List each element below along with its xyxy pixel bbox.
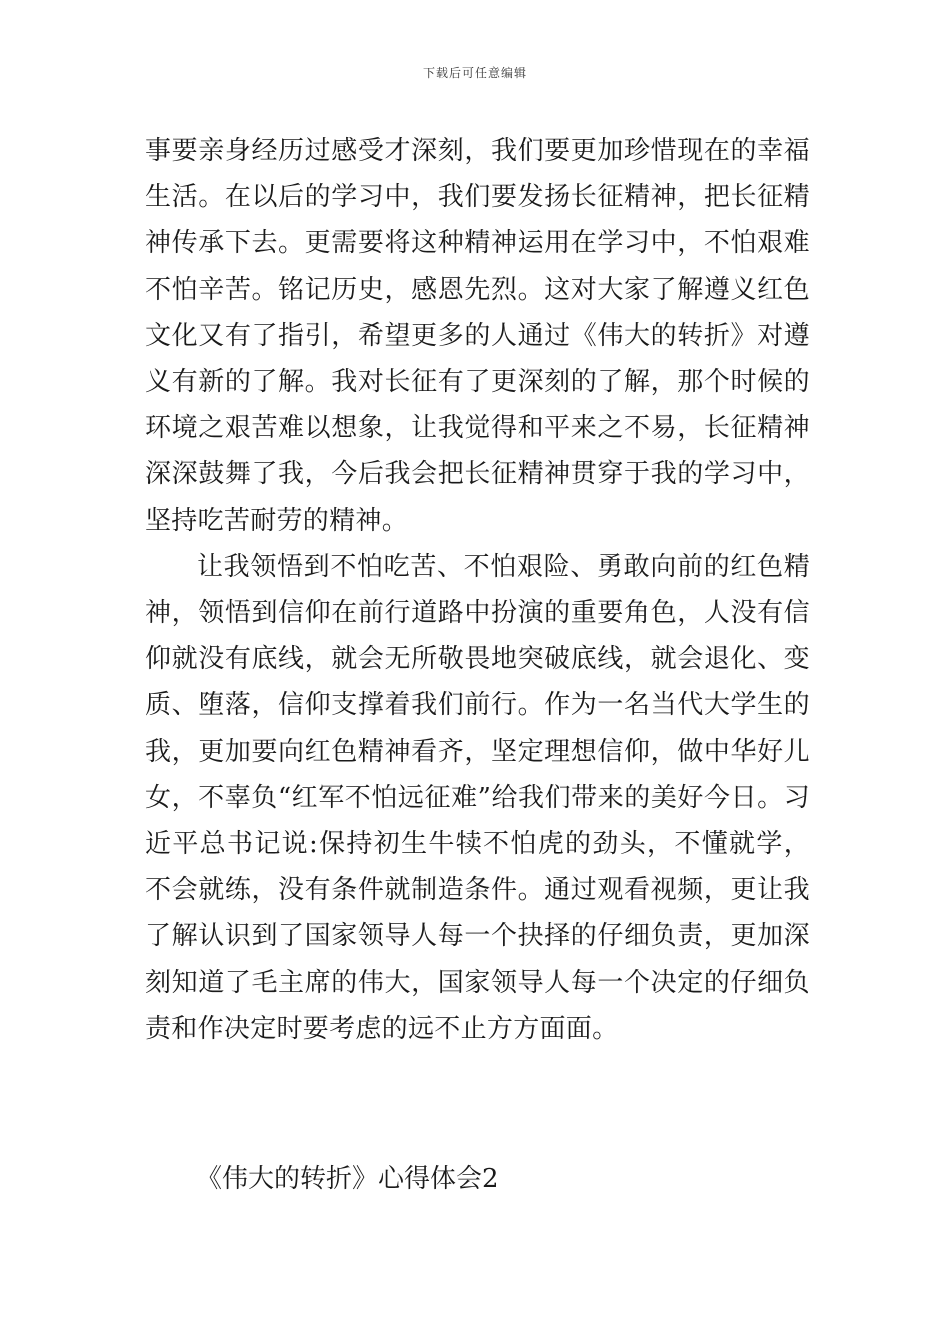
paragraph-2: 让我领悟到不怕吃苦、不怕艰险、勇敢向前的红色精神，领悟到信仰在前行道路中扮演的重要角色，人没有信仰就没有底线，就会无所敬畏地突破底线，就会退化、变质、堕落，信仰支撑着我们前行。作为一名当代大学生的我，更加要向红色精神看齐，坚定理想信仰，做中华好儿女，不辜负“红军不怕远征难”给我们带来的美好今日。习近平总书记说:保持初生牛犊不怕虎的劲头，不懂就学，不会就练，没有条件就制造条件。通过观看视频，更让我了解认识到了国家领导人每一个抉择的仔细负责，更加深刻知道了毛主席的伟大，国家领导人每一个决定的仔细负责和作决定时要考虑的远不止方方面面。 (145, 551, 810, 1044)
section-title: 《伟大的转折》心得体会2 (196, 1164, 499, 1194)
document-body (145, 128, 810, 1052)
page-header-note: 下载后可任意编辑 (422, 66, 527, 80)
paragraph-1: 事要亲身经历过感受才深刻，我们要更加珍惜现在的幸福生活。在以后的学习中，我们要发扬长征精神，把长征精神传承下去。更需要将这种精神运用在学习中，不怕艰难不怕辛苦。铭记历史，感恩先烈。这对大家了解遵义红色文化又有了指引，希望更多的人通过《伟大的转折》对遵义有新的了解。我对长征有了更深刻的了解，那个时候的环境之艰苦难以想象，让我觉得和平来之不易，长征精神深深鼓舞了我，今后我会把长征精神贯穿于我的学习中，坚持吃苦耐劳的精神。 (145, 136, 810, 536)
